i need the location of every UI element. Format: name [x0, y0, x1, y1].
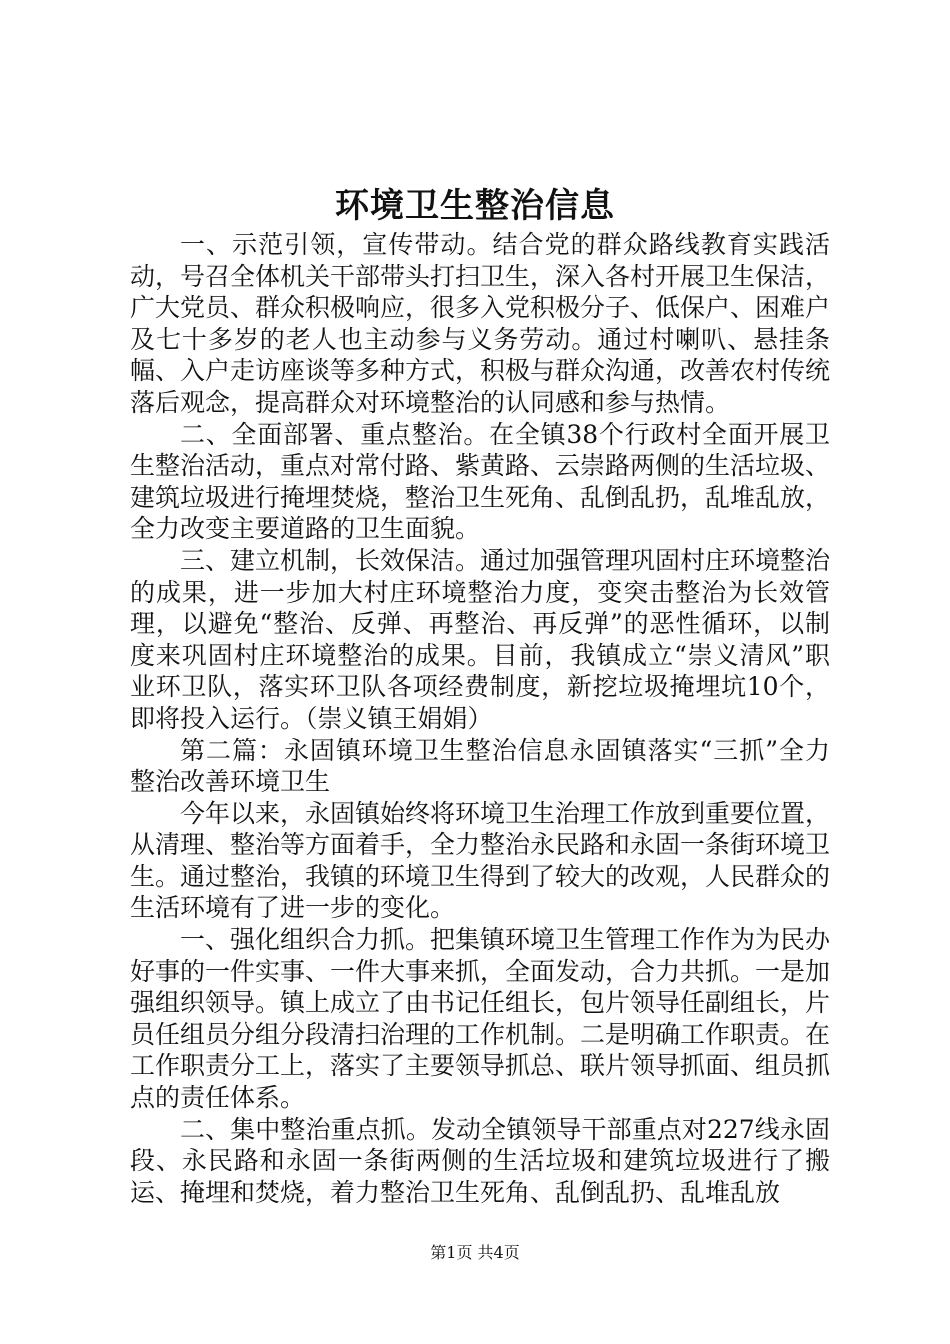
page-footer: 第1页 共4页 — [430, 1243, 520, 1262]
paragraph-2: 二、全面部署、重点整治。在全镇38个行政村全面开展卫生整治活动，重点对常付路、紫黄路、云崇路两侧的生活垃圾、建筑垃圾进行掩埋焚烧，整治卫生死角、乱倒乱扔，乱堆乱放，全力改变主要道路的卫生面貌。 — [130, 419, 831, 544]
document-body — [130, 229, 830, 1208]
paragraph-5: 今年以来，永固镇始终将环境卫生治理工作放到重要位置，从清理、整治等方面着手，全力整治永民路和永固一条街环境卫生。通过整治，我镇的环境卫生得到了较大的改观，人民群众的生活环境有了进一步的变化。 — [130, 798, 831, 923]
paragraph-4-section-heading: 第二篇：永固镇环境卫生整治信息永固镇落实“三抓”全力整治改善环境卫生 — [130, 735, 830, 797]
paragraph-6: 一、强化组织合力抓。把集镇环境卫生管理工作作为为民办好事的一件实事、一件大事来抓，全面发动，合力共抓。一是加强组织领导。镇上成立了由书记任组长，包片领导任副组长，片员任组员分组分段清扫治理的工作机制。二是明确工作职责。在工作职责分工上，落实了主要领导抓总、联片领导抓面、组员抓点的责任体系。 — [130, 925, 831, 1113]
document-title: 环境卫生整治信息 — [335, 186, 615, 226]
paragraph-7: 二、集中整治重点抓。发动全镇领导干部重点对227线永固段、永民路和永固一条街两侧的生活垃圾和建筑垃圾进行了搬运、掩埋和焚烧，着力整治卫生死角、乱倒乱扔、乱堆乱放 — [130, 1114, 830, 1207]
paragraph-3: 三、建立机制，长效保洁。通过加强管理巩固村庄环境整治的成果，进一步加大村庄环境整治力度，变突击整治为长效管理，以避免“整治、反弹、再整治、再反弹”的恶性循环，以制度来巩固村庄环境整治的成果。目前，我镇成立“崇义清风”职业环卫队，落实环卫队各项经费制度，新挖垃圾掩埋坑10个，即将投入运行。（崇义镇王娟娟） — [130, 545, 831, 733]
paragraph-1: 一、示范引领，宣传带动。结合党的群众路线教育实践活动，号召全体机关干部带头打扫卫生，深入各村开展卫生保洁，广大党员、群众积极响应，很多入党积极分子、低保户、困难户及七十多岁的老人也主动参与义务劳动。通过村喇叭、悬挂条幅、入户走访座谈等多种方式，积极与群众沟通，改善农村传统落后观念，提高群众对环境整治的认同感和参与热情。 — [130, 230, 831, 417]
